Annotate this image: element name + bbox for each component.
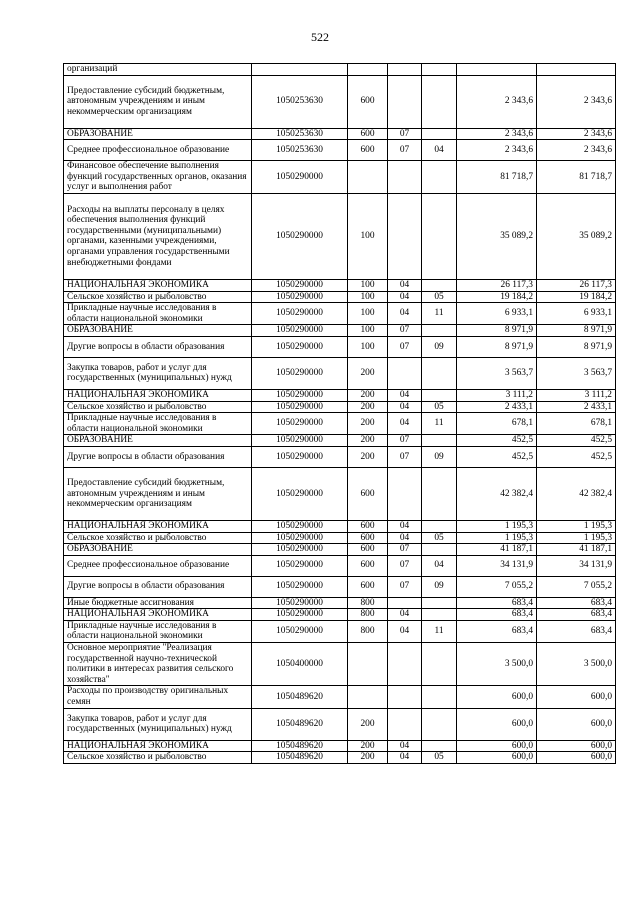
- subsection-cell: [422, 520, 457, 532]
- subsection-cell: 09: [422, 446, 457, 467]
- expense-type-cell: [348, 64, 388, 76]
- amount-cell: 600,0: [457, 752, 537, 764]
- table-row: [64, 740, 616, 752]
- target-code-cell: 1050290000: [252, 161, 348, 194]
- subsection-cell: 11: [422, 620, 457, 642]
- amount-cell: 6 933,1: [537, 303, 616, 325]
- amount-cell: 1 195,3: [537, 520, 616, 532]
- target-code-cell: 1050290000: [252, 609, 348, 621]
- amount-cell: 34 131,9: [457, 555, 537, 576]
- name-cell: ОБРАЗОВАНИЕ: [64, 128, 252, 140]
- expense-type-cell: 100: [348, 325, 388, 337]
- amount-cell: 41 187,1: [537, 544, 616, 556]
- name-cell: Прикладные научные исследования в области национальной экономики: [64, 303, 252, 325]
- amount-cell: 3 111,2: [537, 389, 616, 401]
- table-row: [64, 389, 616, 401]
- target-code-cell: 1050489620: [252, 686, 348, 708]
- page-number: 522: [311, 30, 329, 44]
- expense-type-cell: 800: [348, 597, 388, 609]
- amount-cell: 81 718,7: [537, 161, 616, 194]
- section-cell: [388, 467, 422, 520]
- subsection-cell: [422, 161, 457, 194]
- amount-cell: 683,4: [457, 620, 537, 642]
- amount-cell: 678,1: [457, 413, 537, 435]
- target-code-cell: 1050290000: [252, 279, 348, 291]
- subsection-cell: [422, 467, 457, 520]
- amount-cell: 26 117,3: [537, 279, 616, 291]
- table-row: [64, 686, 616, 708]
- name-cell: Закупка товаров, работ и услуг для государственных (муниципальных) нужд: [64, 357, 252, 389]
- amount-cell: 6 933,1: [457, 303, 537, 325]
- amount-cell: 600,0: [457, 686, 537, 708]
- target-code-cell: 1050290000: [252, 520, 348, 532]
- amount-cell: 452,5: [537, 446, 616, 467]
- table-row: [64, 620, 616, 642]
- section-cell: 04: [388, 532, 422, 544]
- name-cell: ОБРАЗОВАНИЕ: [64, 325, 252, 337]
- amount-cell: 600,0: [457, 740, 537, 752]
- amount-cell: 3 500,0: [457, 643, 537, 686]
- amount-cell: 81 718,7: [457, 161, 537, 194]
- amount-cell: 2 343,6: [537, 75, 616, 128]
- section-cell: [388, 643, 422, 686]
- expense-type-cell: 600: [348, 520, 388, 532]
- expense-type-cell: 100: [348, 193, 388, 279]
- name-cell: НАЦИОНАЛЬНАЯ ЭКОНОМИКА: [64, 520, 252, 532]
- target-code-cell: 1050489620: [252, 752, 348, 764]
- expense-type-cell: 100: [348, 279, 388, 291]
- amount-cell: 600,0: [537, 686, 616, 708]
- table-row: [64, 75, 616, 128]
- subsection-cell: [422, 325, 457, 337]
- section-cell: 07: [388, 325, 422, 337]
- amount-cell: 2 343,6: [457, 140, 537, 161]
- section-cell: [388, 357, 422, 389]
- subsection-cell: [422, 279, 457, 291]
- table-row: [64, 576, 616, 597]
- amount-cell: 41 187,1: [457, 544, 537, 556]
- section-cell: 04: [388, 303, 422, 325]
- amount-cell: 3 111,2: [457, 389, 537, 401]
- expense-type-cell: [348, 643, 388, 686]
- subsection-cell: [422, 75, 457, 128]
- subsection-cell: [422, 64, 457, 76]
- target-code-cell: 1050290000: [252, 576, 348, 597]
- subsection-cell: 05: [422, 752, 457, 764]
- section-cell: 04: [388, 520, 422, 532]
- section-cell: 04: [388, 609, 422, 621]
- amount-cell: 1 195,3: [457, 532, 537, 544]
- subsection-cell: [422, 435, 457, 447]
- section-cell: 07: [388, 555, 422, 576]
- target-code-cell: 1050253630: [252, 140, 348, 161]
- expense-type-cell: 200: [348, 740, 388, 752]
- table-row: [64, 413, 616, 435]
- name-cell: Иные бюджетные ассигнования: [64, 597, 252, 609]
- table-row: [64, 609, 616, 621]
- section-cell: 04: [388, 401, 422, 413]
- subsection-cell: [422, 193, 457, 279]
- expense-type-cell: 600: [348, 467, 388, 520]
- subsection-cell: [422, 128, 457, 140]
- section-cell: [388, 75, 422, 128]
- target-code-cell: 1050290000: [252, 597, 348, 609]
- table-row: [64, 467, 616, 520]
- table-row: [64, 279, 616, 291]
- amount-cell: 683,4: [537, 609, 616, 621]
- target-code-cell: 1050290000: [252, 555, 348, 576]
- target-code-cell: 1050489620: [252, 740, 348, 752]
- target-code-cell: 1050290000: [252, 193, 348, 279]
- table-row: [64, 401, 616, 413]
- expense-type-cell: [348, 686, 388, 708]
- amount-cell: 2 433,1: [537, 401, 616, 413]
- name-cell: НАЦИОНАЛЬНАЯ ЭКОНОМИКА: [64, 609, 252, 621]
- table-row: [64, 544, 616, 556]
- name-cell: Сельское хозяйство и рыболовство: [64, 752, 252, 764]
- target-code-cell: 1050290000: [252, 620, 348, 642]
- target-code-cell: 1050290000: [252, 435, 348, 447]
- name-cell: организаций: [64, 64, 252, 76]
- expense-type-cell: 600: [348, 128, 388, 140]
- subsection-cell: [422, 597, 457, 609]
- amount-cell: 7 055,2: [457, 576, 537, 597]
- amount-cell: 19 184,2: [457, 291, 537, 303]
- amount-cell: 683,4: [457, 597, 537, 609]
- name-cell: Предоставление субсидий бюджетным, автономным учреждениям и иным некоммерческим организациям: [64, 75, 252, 128]
- section-cell: 04: [388, 752, 422, 764]
- name-cell: Другие вопросы в области образования: [64, 336, 252, 357]
- expense-type-cell: 100: [348, 291, 388, 303]
- expense-type-cell: 200: [348, 446, 388, 467]
- section-cell: 07: [388, 576, 422, 597]
- amount-cell: 683,4: [537, 620, 616, 642]
- name-cell: Сельское хозяйство и рыболовство: [64, 401, 252, 413]
- amount-cell: 600,0: [457, 708, 537, 740]
- name-cell: НАЦИОНАЛЬНАЯ ЭКОНОМИКА: [64, 740, 252, 752]
- expense-type-cell: 200: [348, 435, 388, 447]
- section-cell: [388, 64, 422, 76]
- section-cell: 07: [388, 544, 422, 556]
- subsection-cell: 04: [422, 555, 457, 576]
- target-code-cell: 1050253630: [252, 128, 348, 140]
- table-row: [64, 520, 616, 532]
- expense-type-cell: 100: [348, 303, 388, 325]
- target-code-cell: 1050290000: [252, 336, 348, 357]
- table-row: [64, 532, 616, 544]
- name-cell: Закупка товаров, работ и услуг для государственных (муниципальных) нужд: [64, 708, 252, 740]
- section-cell: 04: [388, 291, 422, 303]
- name-cell: ОБРАЗОВАНИЕ: [64, 435, 252, 447]
- subsection-cell: 11: [422, 303, 457, 325]
- name-cell: Предоставление субсидий бюджетным, автономным учреждениям и иным некоммерческим организациям: [64, 467, 252, 520]
- expense-type-cell: 200: [348, 401, 388, 413]
- target-code-cell: 1050290000: [252, 544, 348, 556]
- amount-cell: 8 971,9: [457, 336, 537, 357]
- amount-cell: 2 343,6: [457, 75, 537, 128]
- amount-cell: 678,1: [537, 413, 616, 435]
- expense-type-cell: 600: [348, 544, 388, 556]
- target-code-cell: 1050290000: [252, 357, 348, 389]
- name-cell: Среднее профессиональное образование: [64, 140, 252, 161]
- name-cell: ОБРАЗОВАНИЕ: [64, 544, 252, 556]
- target-code-cell: 1050290000: [252, 303, 348, 325]
- target-code-cell: 1050290000: [252, 532, 348, 544]
- amount-cell: 1 195,3: [457, 520, 537, 532]
- amount-cell: 3 563,7: [457, 357, 537, 389]
- target-code-cell: 1050290000: [252, 446, 348, 467]
- name-cell: Расходы на выплаты персоналу в целях обеспечения выполнения функций государственными (муниципальными) органами, казенными учреждениями, органами управления государственными внебюджетными фондами: [64, 193, 252, 279]
- subsection-cell: [422, 686, 457, 708]
- amount-cell: 35 089,2: [537, 193, 616, 279]
- subsection-cell: 09: [422, 336, 457, 357]
- expense-type-cell: 800: [348, 609, 388, 621]
- subsection-cell: 09: [422, 576, 457, 597]
- amount-cell: 8 971,9: [537, 336, 616, 357]
- section-cell: 07: [388, 336, 422, 357]
- subsection-cell: 11: [422, 413, 457, 435]
- expense-type-cell: [348, 161, 388, 194]
- amount-cell: 452,5: [457, 435, 537, 447]
- amount-cell: 2 433,1: [457, 401, 537, 413]
- section-cell: [388, 708, 422, 740]
- table-row: [64, 446, 616, 467]
- amount-cell: 8 971,9: [457, 325, 537, 337]
- table-row: [64, 336, 616, 357]
- name-cell: НАЦИОНАЛЬНАЯ ЭКОНОМИКА: [64, 279, 252, 291]
- target-code-cell: 1050290000: [252, 389, 348, 401]
- name-cell: Расходы по производству оригинальных семян: [64, 686, 252, 708]
- amount-cell: 452,5: [457, 446, 537, 467]
- table-row: [64, 128, 616, 140]
- table-row: [64, 303, 616, 325]
- amount-cell: 600,0: [537, 752, 616, 764]
- expense-type-cell: 600: [348, 532, 388, 544]
- expense-type-cell: 600: [348, 555, 388, 576]
- expense-type-cell: 800: [348, 620, 388, 642]
- target-code-cell: 1050290000: [252, 291, 348, 303]
- target-code-cell: 1050290000: [252, 467, 348, 520]
- subsection-cell: 05: [422, 401, 457, 413]
- amount-cell: [537, 64, 616, 76]
- budget-table: [63, 63, 616, 764]
- target-code-cell: 1050290000: [252, 401, 348, 413]
- table-row: [64, 643, 616, 686]
- table-row: [64, 325, 616, 337]
- expense-type-cell: 100: [348, 336, 388, 357]
- subsection-cell: [422, 643, 457, 686]
- subsection-cell: [422, 708, 457, 740]
- subsection-cell: 04: [422, 140, 457, 161]
- section-cell: [388, 686, 422, 708]
- target-code-cell: 1050253630: [252, 75, 348, 128]
- amount-cell: 3 500,0: [537, 643, 616, 686]
- table-row: [64, 140, 616, 161]
- amount-cell: 7 055,2: [537, 576, 616, 597]
- subsection-cell: [422, 544, 457, 556]
- table-row: [64, 291, 616, 303]
- amount-cell: 600,0: [537, 740, 616, 752]
- subsection-cell: [422, 357, 457, 389]
- amount-cell: 683,4: [537, 597, 616, 609]
- target-code-cell: 1050400000: [252, 643, 348, 686]
- amount-cell: 42 382,4: [537, 467, 616, 520]
- amount-cell: 3 563,7: [537, 357, 616, 389]
- expense-type-cell: 600: [348, 576, 388, 597]
- target-code-cell: 1050489620: [252, 708, 348, 740]
- subsection-cell: [422, 389, 457, 401]
- table-row: [64, 193, 616, 279]
- expense-type-cell: 200: [348, 389, 388, 401]
- name-cell: НАЦИОНАЛЬНАЯ ЭКОНОМИКА: [64, 389, 252, 401]
- target-code-cell: 1050290000: [252, 413, 348, 435]
- amount-cell: 35 089,2: [457, 193, 537, 279]
- table-row: [64, 597, 616, 609]
- table-row: [64, 357, 616, 389]
- amount-cell: 8 971,9: [537, 325, 616, 337]
- section-cell: 07: [388, 435, 422, 447]
- table-row: [64, 161, 616, 194]
- name-cell: Среднее профессиональное образование: [64, 555, 252, 576]
- table-row: [64, 708, 616, 740]
- expense-type-cell: 200: [348, 708, 388, 740]
- expense-type-cell: 600: [348, 75, 388, 128]
- amount-cell: 2 343,6: [457, 128, 537, 140]
- amount-cell: 683,4: [457, 609, 537, 621]
- table-body: [64, 64, 616, 764]
- name-cell: Основное мероприятие "Реализация государственной научно-технической политики в интересах развития сельского хозяйства": [64, 643, 252, 686]
- expense-type-cell: 600: [348, 140, 388, 161]
- amount-cell: 34 131,9: [537, 555, 616, 576]
- section-cell: 07: [388, 446, 422, 467]
- target-code-cell: [252, 64, 348, 76]
- table-row: [64, 555, 616, 576]
- name-cell: Сельское хозяйство и рыболовство: [64, 291, 252, 303]
- section-cell: 04: [388, 279, 422, 291]
- amount-cell: 2 343,6: [537, 128, 616, 140]
- amount-cell: 452,5: [537, 435, 616, 447]
- name-cell: Другие вопросы в области образования: [64, 576, 252, 597]
- name-cell: Прикладные научные исследования в области национальной экономики: [64, 413, 252, 435]
- section-cell: 07: [388, 140, 422, 161]
- section-cell: 04: [388, 620, 422, 642]
- table-row: [64, 64, 616, 76]
- amount-cell: 26 117,3: [457, 279, 537, 291]
- target-code-cell: 1050290000: [252, 325, 348, 337]
- subsection-cell: [422, 740, 457, 752]
- section-cell: 04: [388, 740, 422, 752]
- section-cell: [388, 597, 422, 609]
- section-cell: 07: [388, 128, 422, 140]
- expense-type-cell: 200: [348, 357, 388, 389]
- subsection-cell: [422, 609, 457, 621]
- expense-type-cell: 200: [348, 413, 388, 435]
- subsection-cell: 05: [422, 291, 457, 303]
- name-cell: Прикладные научные исследования в области национальной экономики: [64, 620, 252, 642]
- amount-cell: 42 382,4: [457, 467, 537, 520]
- subsection-cell: 05: [422, 532, 457, 544]
- name-cell: Другие вопросы в области образования: [64, 446, 252, 467]
- amount-cell: 2 343,6: [537, 140, 616, 161]
- expense-type-cell: 200: [348, 752, 388, 764]
- table-row: [64, 435, 616, 447]
- amount-cell: [457, 64, 537, 76]
- amount-cell: 600,0: [537, 708, 616, 740]
- amount-cell: 19 184,2: [537, 291, 616, 303]
- section-cell: 04: [388, 413, 422, 435]
- section-cell: [388, 193, 422, 279]
- section-cell: [388, 161, 422, 194]
- name-cell: Сельское хозяйство и рыболовство: [64, 532, 252, 544]
- amount-cell: 1 195,3: [537, 532, 616, 544]
- name-cell: Финансовое обеспечение выполнения функций государственных органов, оказания услуг и выполнения работ: [64, 161, 252, 194]
- table-row: [64, 752, 616, 764]
- section-cell: 04: [388, 389, 422, 401]
